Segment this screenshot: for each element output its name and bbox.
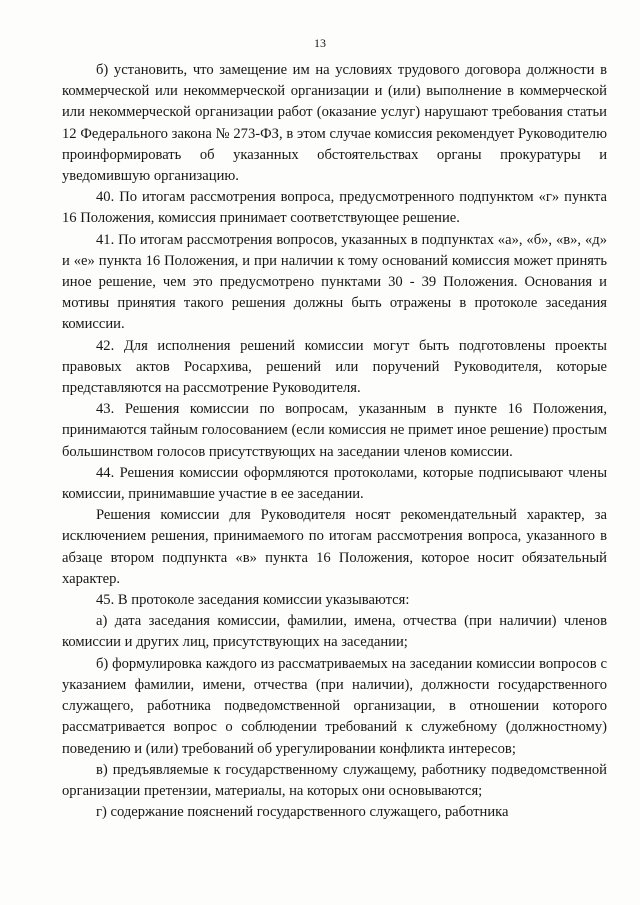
paragraph-40: 40. По итогам рассмотрения вопроса, предусмотренного подпунктом «г» пункта 16 Положения, комиссия принимает соответствующее решение. (62, 189, 607, 227)
paragraph-45a: а) дата заседания комиссии, фамилии, имена, отчества (при наличии) членов комиссии и других лиц, присутствующих на заседании; (62, 613, 607, 651)
paragraph-41: 41. По итогам рассмотрения вопросов, указанных в подпунктах «а», «б», «в», «д» и «е» пункта 16 Положения, и при наличии к тому оснований комиссия может принять иное решение, чем это предусмотрено пунктами 30 - 39 Положения. Основания и мотивы принятия такого решения должны быть отражены в протоколе заседания комиссии. (62, 231, 607, 333)
page-number: 13 (314, 36, 326, 50)
paragraph-43: 43. Решения комиссии по вопросам, указанным в пункте 16 Положения, принимаются тайным голосованием (если комиссия не примет иное решение) простым большинством голосов присутствующих на заседании членов комиссии. (62, 401, 607, 460)
paragraph-45c: в) предъявляемые к государственному служащему, работнику подведомственной организации претензии, материалы, на которых они основываются; (62, 761, 607, 799)
paragraph-44-continued: Решения комиссии для Руководителя носят рекомендательный характер, за исключением решения, принимаемого по итогам рассмотрения вопроса, указанного в абзаце втором подпункта «в» пункта 16 Положения, которое носит обязательный характер. (62, 507, 607, 587)
paragraph-44: 44. Решения комиссии оформляются протоколами, которые подписывают члены комиссии, принимавшие участие в ее заседании. (62, 464, 607, 503)
document-body (62, 60, 607, 823)
paragraph-42: 42. Для исполнения решений комиссии могут быть подготовлены проекты правовых актов Росархива, решений или поручений Руководителя, которые представляются на рассмотрение Руководителя. (62, 337, 607, 397)
paragraph-45b: б) формулировка каждого из рассматриваемых на заседании комиссии вопросов с указанием фамилии, имени, отчества (при наличии), должности государственного служащего, работника подведомственной организации, в отношении которого рассматривается вопрос о соблюдении требований к служебному (должностному) поведению и (или) требований об урегулировании конфликта интересов; (62, 655, 607, 757)
paragraph-45: 45. В протоколе заседания комиссии указываются: (96, 592, 410, 609)
paragraph-45d: г) содержание пояснений государственного служащего, работника (96, 804, 509, 821)
paragraph-39b: б) установить, что замещение им на условиях трудового договора должности в коммерческой или некоммерческой организации и (или) выполнение в коммерческой или некоммерческой организации работ (оказание услуг) нарушают требования статьи 12 Федерального закона № 273-ФЗ, в этом случае комиссия рекомендует Руководителю проинформировать об указанных обстоятельствах органы прокуратуры и уведомившую организацию. (62, 62, 607, 185)
